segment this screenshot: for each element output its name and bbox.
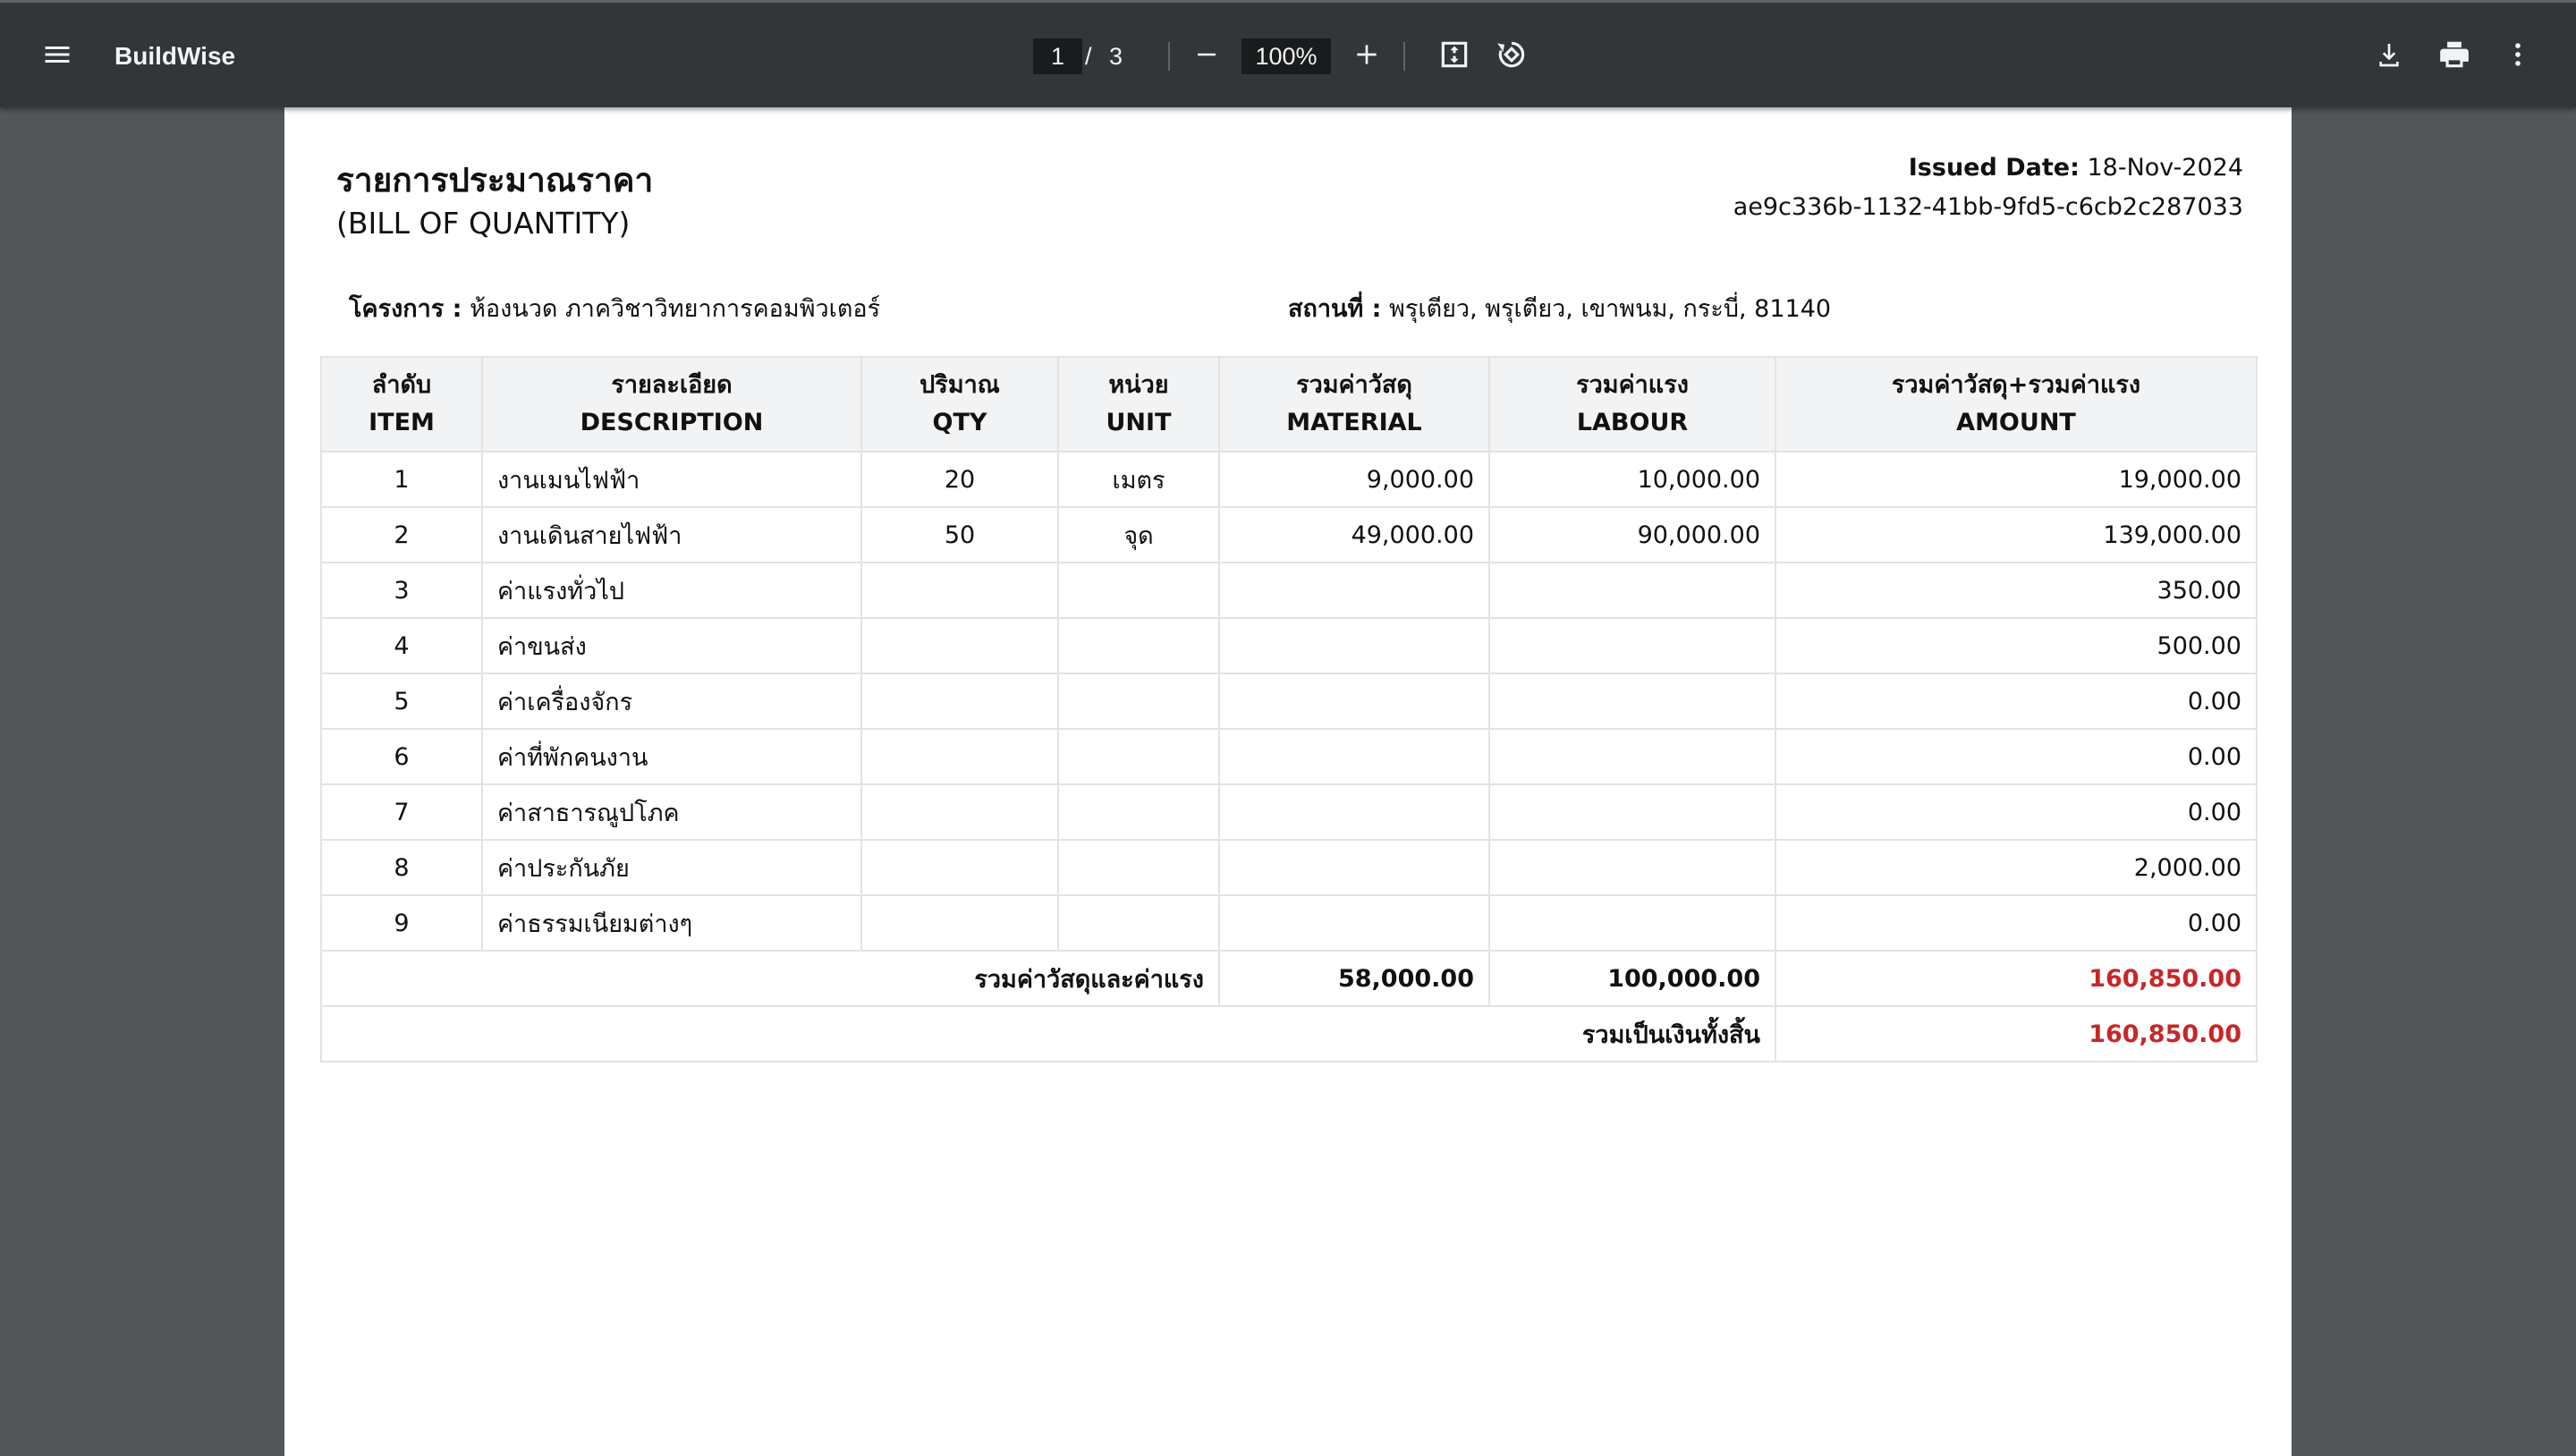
header-item: ลำดับ ITEM (321, 357, 482, 452)
cell-item: 3 (321, 563, 482, 618)
cell-qty (861, 729, 1058, 784)
table-header-row (321, 357, 2257, 452)
cell-material (1219, 618, 1489, 673)
subtotal-amount: 160,850.00 (1775, 951, 2257, 1006)
cell-material: 9,000.00 (1219, 452, 1489, 507)
fit-page-icon[interactable] (1429, 30, 1479, 80)
issued-date-label: Issued Date: (1908, 154, 2080, 182)
table-row (321, 729, 2257, 784)
cell-material (1219, 729, 1489, 784)
document-subtitle: (BILL OF QUANTITY) (336, 206, 631, 241)
subtotal-row (321, 951, 2257, 1006)
toolbar-divider (1403, 42, 1405, 71)
cell-unit (1058, 784, 1219, 840)
cell-item: 9 (321, 895, 482, 951)
cell-amount: 0.00 (1775, 784, 2257, 840)
cell-labour (1489, 563, 1775, 618)
cell-unit (1058, 618, 1219, 673)
grand-total-label: รวมเป็นเงินทั้งสิ้น (321, 1006, 1775, 1062)
pdf-page (284, 107, 2292, 1456)
document-title: รายการประมาณราคา (336, 161, 654, 199)
cell-labour (1489, 895, 1775, 951)
table-row (321, 895, 2257, 951)
page-separator: / (1085, 43, 1092, 70)
table-row (321, 507, 2257, 563)
zoom-input[interactable] (1241, 38, 1331, 74)
cell-qty (861, 563, 1058, 618)
table-row (321, 784, 2257, 840)
cell-unit (1058, 563, 1219, 618)
cell-material (1219, 563, 1489, 618)
subtotal-label: รวมค่าวัสดุและค่าแรง (321, 951, 1219, 1006)
cell-amount: 0.00 (1775, 895, 2257, 951)
header-qty: ปริมาณ QTY (861, 357, 1058, 452)
grand-total-amount: 160,850.00 (1775, 1006, 2257, 1062)
cell-description: ค่าที่พักคนงาน (482, 729, 861, 784)
cell-labour: 10,000.00 (1489, 452, 1775, 507)
cell-description: ค่าสาธารณูปโภค (482, 784, 861, 840)
cell-item: 6 (321, 729, 482, 784)
location-info (1288, 289, 1831, 327)
cell-labour (1489, 618, 1775, 673)
cell-labour (1489, 673, 1775, 729)
header-labour: รวมค่าแรง LABOUR (1489, 357, 1775, 452)
table-row (321, 618, 2257, 673)
cell-item: 4 (321, 618, 482, 673)
cell-description: งานเมนไฟฟ้า (482, 452, 861, 507)
table-row (321, 563, 2257, 618)
cell-qty: 20 (861, 452, 1058, 507)
header-unit: หน่วย UNIT (1058, 357, 1219, 452)
cell-amount: 19,000.00 (1775, 452, 2257, 507)
subtotal-labour: 100,000.00 (1489, 951, 1775, 1006)
cell-labour: 90,000.00 (1489, 507, 1775, 563)
table-row (321, 452, 2257, 507)
cell-unit: จุด (1058, 507, 1219, 563)
cell-description: ค่าเครื่องจักร (482, 673, 861, 729)
cell-material (1219, 895, 1489, 951)
cell-qty (861, 840, 1058, 895)
cell-unit: เมตร (1058, 452, 1219, 507)
issued-date-value: 18-Nov-2024 (2087, 154, 2243, 182)
cell-amount: 0.00 (1775, 729, 2257, 784)
cell-description: ค่าประกันภัย (482, 840, 861, 895)
app-title: BuildWise (114, 42, 236, 70)
cell-amount: 139,000.00 (1775, 507, 2257, 563)
toolbar-divider (1168, 42, 1170, 71)
cell-labour (1489, 840, 1775, 895)
document-id: ae9c336b-1132-41bb-9fd5-c6cb2c287033 (1733, 193, 2243, 221)
cell-description: ค่าแรงทั่วไป (482, 563, 861, 618)
cell-material (1219, 784, 1489, 840)
cell-labour (1489, 784, 1775, 840)
cell-qty: 50 (861, 507, 1058, 563)
cell-qty (861, 673, 1058, 729)
cell-amount: 500.00 (1775, 618, 2257, 673)
page-number-input[interactable] (1033, 38, 1082, 74)
cell-amount: 0.00 (1775, 673, 2257, 729)
header-amount: รวมค่าวัสดุ+รวมค่าแรง AMOUNT (1775, 357, 2257, 452)
pdf-toolbar (0, 0, 2576, 107)
cell-amount: 350.00 (1775, 563, 2257, 618)
project-info (349, 289, 880, 327)
rotate-icon[interactable] (1487, 30, 1537, 80)
issued-date (1909, 154, 2243, 182)
cell-item: 2 (321, 507, 482, 563)
table-row (321, 840, 2257, 895)
location-label: สถานที่ : (1288, 295, 1382, 323)
subtotal-material: 58,000.00 (1219, 951, 1489, 1006)
cell-material (1219, 673, 1489, 729)
cell-material: 49,000.00 (1219, 507, 1489, 563)
cell-unit (1058, 895, 1219, 951)
header-material: รวมค่าวัสดุ MATERIAL (1219, 357, 1489, 452)
cell-description: ค่าธรรมเนียมต่างๆ (482, 895, 861, 951)
project-label: โครงการ : (349, 295, 462, 323)
table-row (321, 673, 2257, 729)
cell-qty (861, 618, 1058, 673)
menu-icon[interactable] (32, 30, 82, 80)
cell-description: งานเดินสายไฟฟ้า (482, 507, 861, 563)
project-value: ห้องนวด ภาควิชาวิทยาการคอมพิวเตอร์ (470, 295, 881, 323)
cell-material (1219, 840, 1489, 895)
zoom-in-icon[interactable] (1342, 30, 1392, 80)
cell-unit (1058, 729, 1219, 784)
zoom-out-icon[interactable] (1182, 30, 1232, 80)
more-vert-icon[interactable] (2493, 30, 2543, 80)
cell-item: 7 (321, 784, 482, 840)
cell-amount: 2,000.00 (1775, 840, 2257, 895)
print-icon[interactable] (2429, 30, 2479, 80)
location-value: พรุเตียว, พรุเตียว, เขาพนม, กระบี่, 81140 (1389, 295, 1832, 323)
header-description: รายละเอียด DESCRIPTION (482, 357, 861, 452)
cell-qty (861, 895, 1058, 951)
boq-table (320, 356, 2258, 1062)
cell-labour (1489, 729, 1775, 784)
grand-total-row (321, 1006, 2257, 1062)
cell-item: 5 (321, 673, 482, 729)
cell-description: ค่าขนส่ง (482, 618, 861, 673)
cell-item: 1 (321, 452, 482, 507)
cell-unit (1058, 840, 1219, 895)
cell-item: 8 (321, 840, 482, 895)
page-total: 3 (1109, 43, 1123, 70)
cell-unit (1058, 673, 1219, 729)
download-icon[interactable] (2364, 30, 2414, 80)
cell-qty (861, 784, 1058, 840)
